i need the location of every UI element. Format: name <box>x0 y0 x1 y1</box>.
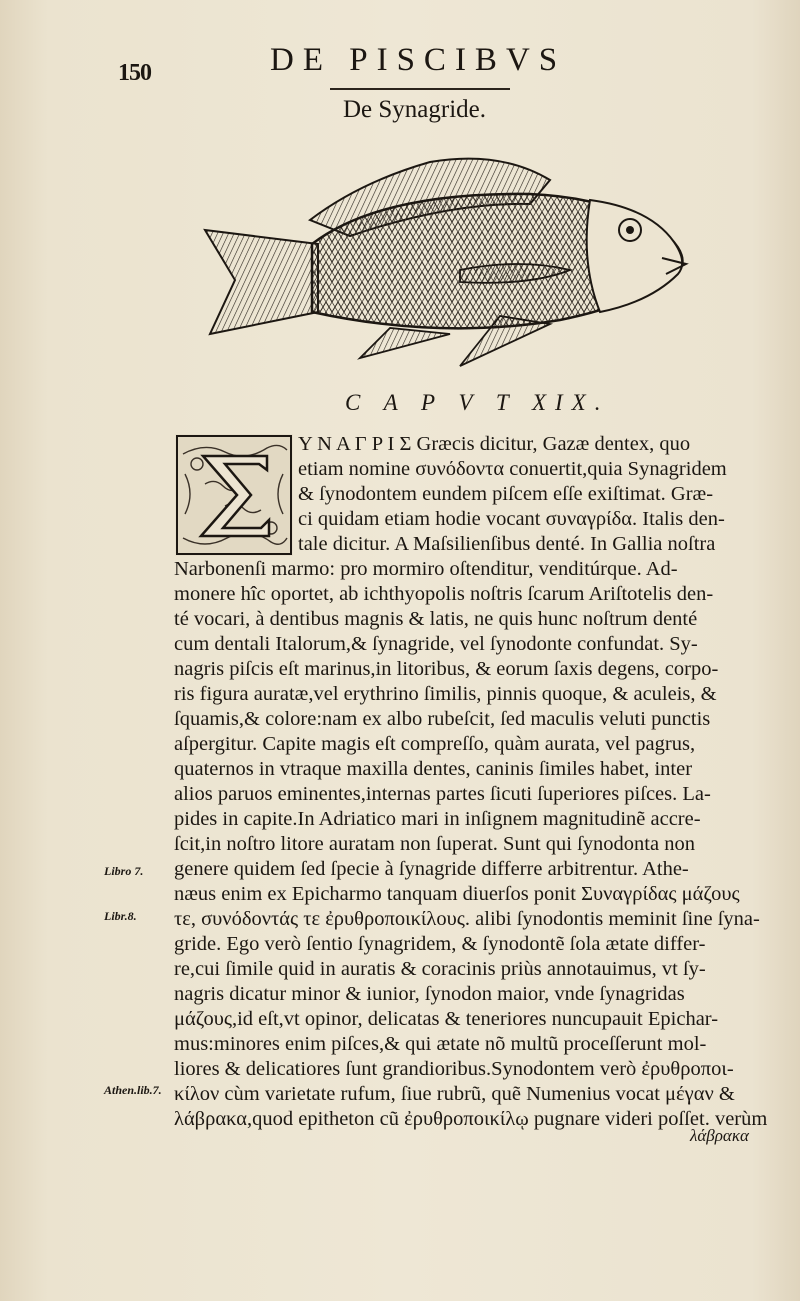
margin-note-libr-8: Libr.8. <box>104 909 137 923</box>
text-line-21: gride. Ego verò ſentio ſynagridem, & ſynodontẽ ſola ætate differ- <box>174 933 706 955</box>
fish-woodcut-illustration <box>200 152 696 380</box>
running-title: DE PISCIBVS <box>270 42 567 78</box>
ornamental-initial-sigma <box>175 434 293 556</box>
text-line-7: monere hîc oportet, ab ichthyopolis noſtris ſcarum Ariſtotelis den- <box>174 583 714 605</box>
text-line-24: μάζους,id eſt,vt opinor, delicatas & teneriores nuncupauit Epichar- <box>174 1008 719 1030</box>
text-line-25: mus:minores enim piſces,& qui ætate nõ multũ proceſſerunt mol- <box>174 1033 707 1055</box>
text-line-12: ſquamis,& colore:nam ex albo rubeſcit, ſed maculis veluti punctis <box>174 708 711 730</box>
chapter-heading: C A P V T XIX. <box>345 390 610 415</box>
text-line-6: Narbonenſi marmo: pro mormiro oſtenditur, venditúrque. Ad- <box>174 558 678 580</box>
text-line-22: re,cui ſimile quid in auratis & coracinis priùs annotauimus, vt ſy- <box>174 958 706 980</box>
text-line-9: cum dentali Italorum,& ſynagride, vel ſynodonte confundat. Sy- <box>174 633 698 655</box>
text-line-19: næus enim ex Epicharmo tanquam diuerſos ponit Συναγρίδας μάζους <box>174 883 740 905</box>
text-line-1: Y N A Γ P I Σ Græcis dicitur, Gazæ dentex, quo <box>298 433 691 455</box>
text-line-14: quaternos in vtraque maxilla dentes, caninis ſimiles habet, inter <box>174 758 693 780</box>
text-line-18: genere quidem ſed ſpecie à ſynagride differre arbitrentur. Athe- <box>174 858 689 880</box>
margin-note-athen-lib-7: Athen.lib.7. <box>104 1083 162 1097</box>
section-title: De Synagride. <box>343 96 487 123</box>
text-line-10: nagris piſcis eſt marinus,in litoribus, & eorum ſaxis degens, corpo- <box>174 658 719 680</box>
margin-note-libro-7: Libro 7. <box>104 864 144 878</box>
catchword: λάβρακα <box>690 1126 749 1145</box>
text-line-20: τε, συνόδοντάς τε ἐρυθροποικίλους. alibi ſynodontis meminit ſine ſyna- <box>174 908 760 930</box>
text-line-2: etiam nomine συνόδοντα conuertit,quia Synagridem <box>298 458 727 480</box>
text-line-4: ci quidam etiam hodie vocant συναγρίδα. Italis den- <box>298 508 725 530</box>
text-line-5: tale dicitur. A Maſsilienſibus denté. In Gallia noſtra <box>298 533 716 555</box>
page-number: 150 <box>118 60 151 86</box>
text-line-8: té vocari, à dentibus magnis & latis, ne quis hunc noſtrum denté <box>174 608 698 630</box>
text-line-28: λάβρακα,quod epitheton cũ ἐρυθροποικίλῳ pugnare videri poſſet. verùm <box>174 1108 768 1130</box>
text-line-16: pides in capite.In Adriatico mari in inſignem magnitudinẽ accre- <box>174 808 701 830</box>
text-line-26: liores & delicatiores ſunt grandioribus.Synodontem verò ἐρυθροποι- <box>174 1058 734 1080</box>
text-line-3: & ſynodontem eundem piſcem eſſe exiſtimat. Græ- <box>298 483 714 505</box>
text-line-15: alios paruos eminentes,internas partes ſicuti ſuperiores piſces. La- <box>174 783 711 805</box>
title-rule <box>330 88 510 90</box>
text-line-27: κίλον cùm varietate rufum, ſiue rubrũ, quẽ Numenius vocat μέγαν & <box>174 1083 735 1105</box>
text-line-23: nagris dicatur minor & iunior, ſynodon maior, vnde ſynagridas <box>174 983 685 1005</box>
text-line-17: ſcit,in noſtro litore auratam non ſuperat. Sunt qui ſynodonta non <box>174 833 695 855</box>
text-line-13: aſpergitur. Capite magis eſt compreſſo, quàm aurata, vel pagrus, <box>174 733 696 755</box>
text-line-11: ris figura auratæ,vel erythrino ſimilis, pinnis quoque, & aculeis, & <box>174 683 717 705</box>
